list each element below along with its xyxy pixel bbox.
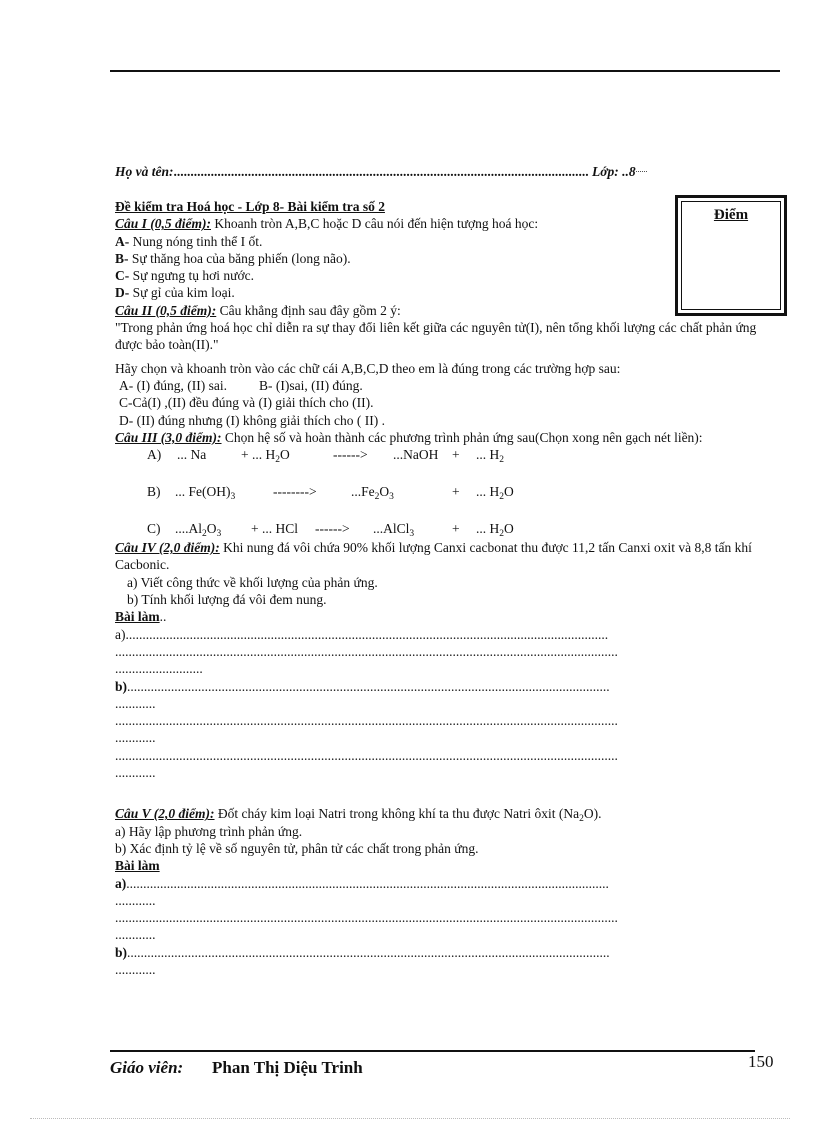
- eq-c-product-2-sub: 2: [499, 529, 504, 540]
- q2-option-c: C-Cả(I) ,(II) đều đúng và (I) giải thích cho (II).: [119, 395, 374, 411]
- bottom-dotted-rule: [30, 1118, 790, 1119]
- eq-b-product-2-sub: 2: [499, 492, 504, 503]
- q1-option-c: [115, 267, 780, 284]
- q2-options-ab: [115, 377, 780, 394]
- q4-answer-line-6[interactable]: .....................................................................................................................................................: [115, 713, 618, 729]
- q4-answer-line-9[interactable]: ............: [115, 765, 156, 781]
- q4-text: Khi nung đá vôi chứa 90% khối lượng Canxi cacbonat thu được 11,2 tấn Canxi oxit và 8,8 tấn khí Cacbonic.: [115, 540, 752, 573]
- q5-label: Câu V (2,0 điểm):: [115, 806, 215, 822]
- q1-option-a: [115, 233, 780, 250]
- q5-answer-line-3[interactable]: .....................................................................................................................................................: [115, 910, 618, 926]
- q1-option-b: [115, 250, 780, 267]
- eq-a-reactant-2: [241, 446, 290, 466]
- q1-option-a-text: Nung nóng tinh thể I ốt.: [129, 233, 263, 249]
- q3-heading: [115, 429, 780, 446]
- q4-sub-b: b) Tính khối lượng đá vôi đem nung.: [127, 592, 327, 608]
- footer-rule: [110, 1050, 755, 1052]
- q3-text: Chọn hệ số và hoàn thành các phương trình phản ứng sau(Chọn xong nên gạch nét liền):: [221, 429, 703, 445]
- eq-b-product-2: [476, 483, 514, 503]
- eq-a-product-2: [476, 446, 504, 466]
- q4-answer-line-2[interactable]: .....................................................................................................................................................: [115, 643, 618, 659]
- q4-label: Câu IV (2,0 điểm):: [115, 540, 220, 556]
- q5-sub-b: b) Xác định tỷ lệ về số nguyên tử, phân tử các chất trong phản ứng.: [115, 840, 479, 856]
- q4-work-trail: ..: [159, 609, 167, 625]
- eq-b-reactant-sub: 3: [230, 492, 236, 503]
- eq-c-product-1: [373, 520, 415, 540]
- q1-heading: [115, 215, 780, 232]
- q1-option-c-text: Sự ngưng tụ hơi nước.: [129, 268, 254, 284]
- name-dots: ...........................................................................................................................: [173, 164, 589, 179]
- q2-instruction: Hãy chọn và khoanh tròn vào các chữ cái A,B,C,D theo em là đúng trong các trường hợp sau:: [115, 360, 621, 376]
- q5-text-sub: 2: [579, 814, 584, 825]
- q1-option-b-key: B-: [115, 250, 129, 266]
- eq-a-key: A): [147, 447, 162, 463]
- page-number: 150: [748, 1052, 774, 1071]
- q5-sub-a: a) Hãy lập phương trình phản ứng.: [115, 823, 303, 839]
- class-label: Lớp:: [592, 164, 619, 179]
- class-value: ..8: [622, 164, 636, 179]
- eq-a-reactant-2-end: O: [280, 447, 290, 463]
- eq-c-product-1-sub: 3: [409, 529, 415, 540]
- q4-sub-a: a) Viết công thức về khối lượng của phản ứng.: [127, 574, 378, 590]
- q4-work-heading: [115, 608, 780, 625]
- q4-answer-a-line[interactable]: [115, 626, 780, 643]
- q1-option-d-text: Sự gỉ của kim loại.: [129, 285, 235, 301]
- eq-c-product-2: [476, 520, 514, 540]
- q5-answer-line-2[interactable]: ............: [115, 892, 156, 908]
- q5-heading: [115, 805, 780, 825]
- eq-a-arrow: ------>: [333, 447, 368, 463]
- q5-answer-a-key: a): [115, 875, 127, 891]
- score-label: Điểm: [713, 207, 749, 223]
- eq-c-reactant-2: + ... HCl: [251, 521, 298, 537]
- q5-work-label: Bài làm: [115, 858, 160, 874]
- eq-c-reactant-1: [175, 520, 222, 540]
- eq-a-product-2-text: ... H: [476, 447, 500, 463]
- eq-b-reactant-text: ... Fe(OH): [175, 484, 231, 500]
- q4-answer-line-3[interactable]: ..........................: [115, 661, 203, 677]
- q5-answer-a-dots: ...............................................................................................................................................: [126, 875, 609, 891]
- eq-c-product-2-text: ... H: [476, 521, 500, 537]
- q4-answer-b-key: b): [115, 678, 128, 694]
- q4-answer-line-8[interactable]: .....................................................................................................................................................: [115, 747, 618, 763]
- q2-label: Câu II (0,5 điểm):: [115, 302, 217, 318]
- q1-option-d: [115, 284, 780, 301]
- q5-answer-b-dots: ...............................................................................................................................................: [127, 944, 610, 960]
- q4-answer-a-dots: ...............................................................................................................................................: [125, 626, 609, 642]
- eq-c-plus: +: [452, 521, 460, 537]
- eq-b-product-1-text: ...Fe: [351, 484, 375, 500]
- exam-content: [115, 198, 780, 978]
- q2-heading: [115, 302, 780, 319]
- eq-b-product-1-sub2: 3: [389, 492, 394, 503]
- eq-b-key: B): [147, 484, 161, 500]
- equation-a: [115, 446, 780, 465]
- q2-quote: "Trong phản ứng hoá học chỉ diễn ra sự thay đổi liên kết giữa các nguyên tử(I), nên tổng khối lượng các chất phản ứng được bảo toàn(II).": [115, 320, 757, 353]
- eq-c-reactant-1-sub: 2: [202, 529, 207, 540]
- q3-label: Câu III (3,0 điểm):: [115, 429, 222, 445]
- eq-c-key: C): [147, 521, 161, 537]
- class-trail: ......: [635, 165, 648, 174]
- q4-answer-a-key: a): [115, 626, 126, 642]
- teacher-name: Phan Thị Diệu Trinh: [212, 1058, 363, 1077]
- eq-b-arrow: -------->: [273, 484, 317, 500]
- eq-c-product-1-text: ...AlCl: [373, 521, 410, 537]
- eq-a-reactant-2-text: + ... H: [241, 447, 276, 463]
- eq-b-product-2-text: ... H: [476, 484, 500, 500]
- q5-answer-b-key: b): [115, 944, 128, 960]
- q5-answer-line-6[interactable]: ............: [115, 961, 156, 977]
- q1-option-d-key: D-: [115, 285, 130, 301]
- equation-b: [115, 483, 780, 502]
- q4-answer-b-line[interactable]: [115, 678, 780, 695]
- q4-answer-b-dots: ...............................................................................................................................................: [127, 678, 610, 694]
- eq-b-product-1: [351, 483, 394, 503]
- eq-a-product-2-sub: 2: [499, 455, 504, 466]
- q5-text-post: O).: [583, 806, 602, 822]
- eq-a-reactant-2-sub: 2: [275, 455, 280, 466]
- q2-option-b: B- (I)sai, (II) đúng.: [258, 377, 363, 393]
- q2-option-d: D- (II) đúng nhưng (I) không giải thích cho ( II) .: [119, 412, 385, 428]
- q1-option-c-key: C-: [115, 268, 130, 284]
- eq-a-product-1: ...NaOH: [393, 447, 439, 463]
- eq-b-product-2-end: O: [504, 484, 514, 500]
- q5-answer-a-line[interactable]: [115, 875, 780, 892]
- eq-c-reactant-1-text: ....Al: [175, 521, 202, 537]
- eq-b-product-1-sub: 2: [374, 492, 380, 503]
- q1-option-b-text: Sự thăng hoa của băng phiến (long não).: [128, 250, 351, 266]
- q1-label: Câu I (0,5 điểm):: [115, 216, 211, 232]
- name-label: Họ và tên:: [115, 164, 174, 179]
- q5-text-pre: Đốt cháy kim loại Natri trong không khí ta thu được Natri ôxit (Na: [214, 806, 580, 822]
- q1-option-a-key: A-: [115, 233, 130, 249]
- eq-a-plus: +: [452, 447, 460, 463]
- equation-c: [115, 520, 780, 539]
- q5-answer-line-4[interactable]: ............: [115, 927, 156, 943]
- eq-c-product-2-end: O: [504, 521, 514, 537]
- q4-work-label: Bài làm: [115, 609, 160, 625]
- q2-text: Câu khẳng định sau đây gồm 2 ý:: [216, 302, 401, 318]
- eq-c-arrow: ------>: [315, 521, 350, 537]
- eq-b-product-1-mid: O: [379, 484, 390, 500]
- q4-answer-line-5[interactable]: ............: [115, 695, 156, 711]
- q4-answer-line-7[interactable]: ............: [115, 730, 156, 746]
- teacher-label: Giáo viên:: [110, 1058, 184, 1077]
- eq-b-plus: +: [452, 484, 460, 500]
- q5-answer-b-line[interactable]: [115, 944, 780, 961]
- top-rule: [110, 70, 780, 72]
- name-line: [115, 164, 648, 180]
- eq-c-reactant-1-mid: O: [206, 521, 217, 537]
- q4-heading: [115, 539, 780, 574]
- exam-title: Đề kiểm tra Hoá học - Lớp 8- Bài kiểm tra số 2: [115, 199, 385, 214]
- q2-option-a: A- (I) đúng, (II) sai.: [119, 377, 227, 393]
- q1-text: Khoanh tròn A,B,C hoặc D câu nói đến hiện tượng hoá học:: [211, 216, 539, 232]
- eq-b-reactant: [175, 483, 236, 503]
- eq-c-reactant-1-sub2: 3: [216, 529, 222, 540]
- eq-a-reactant-1: ... Na: [177, 447, 207, 463]
